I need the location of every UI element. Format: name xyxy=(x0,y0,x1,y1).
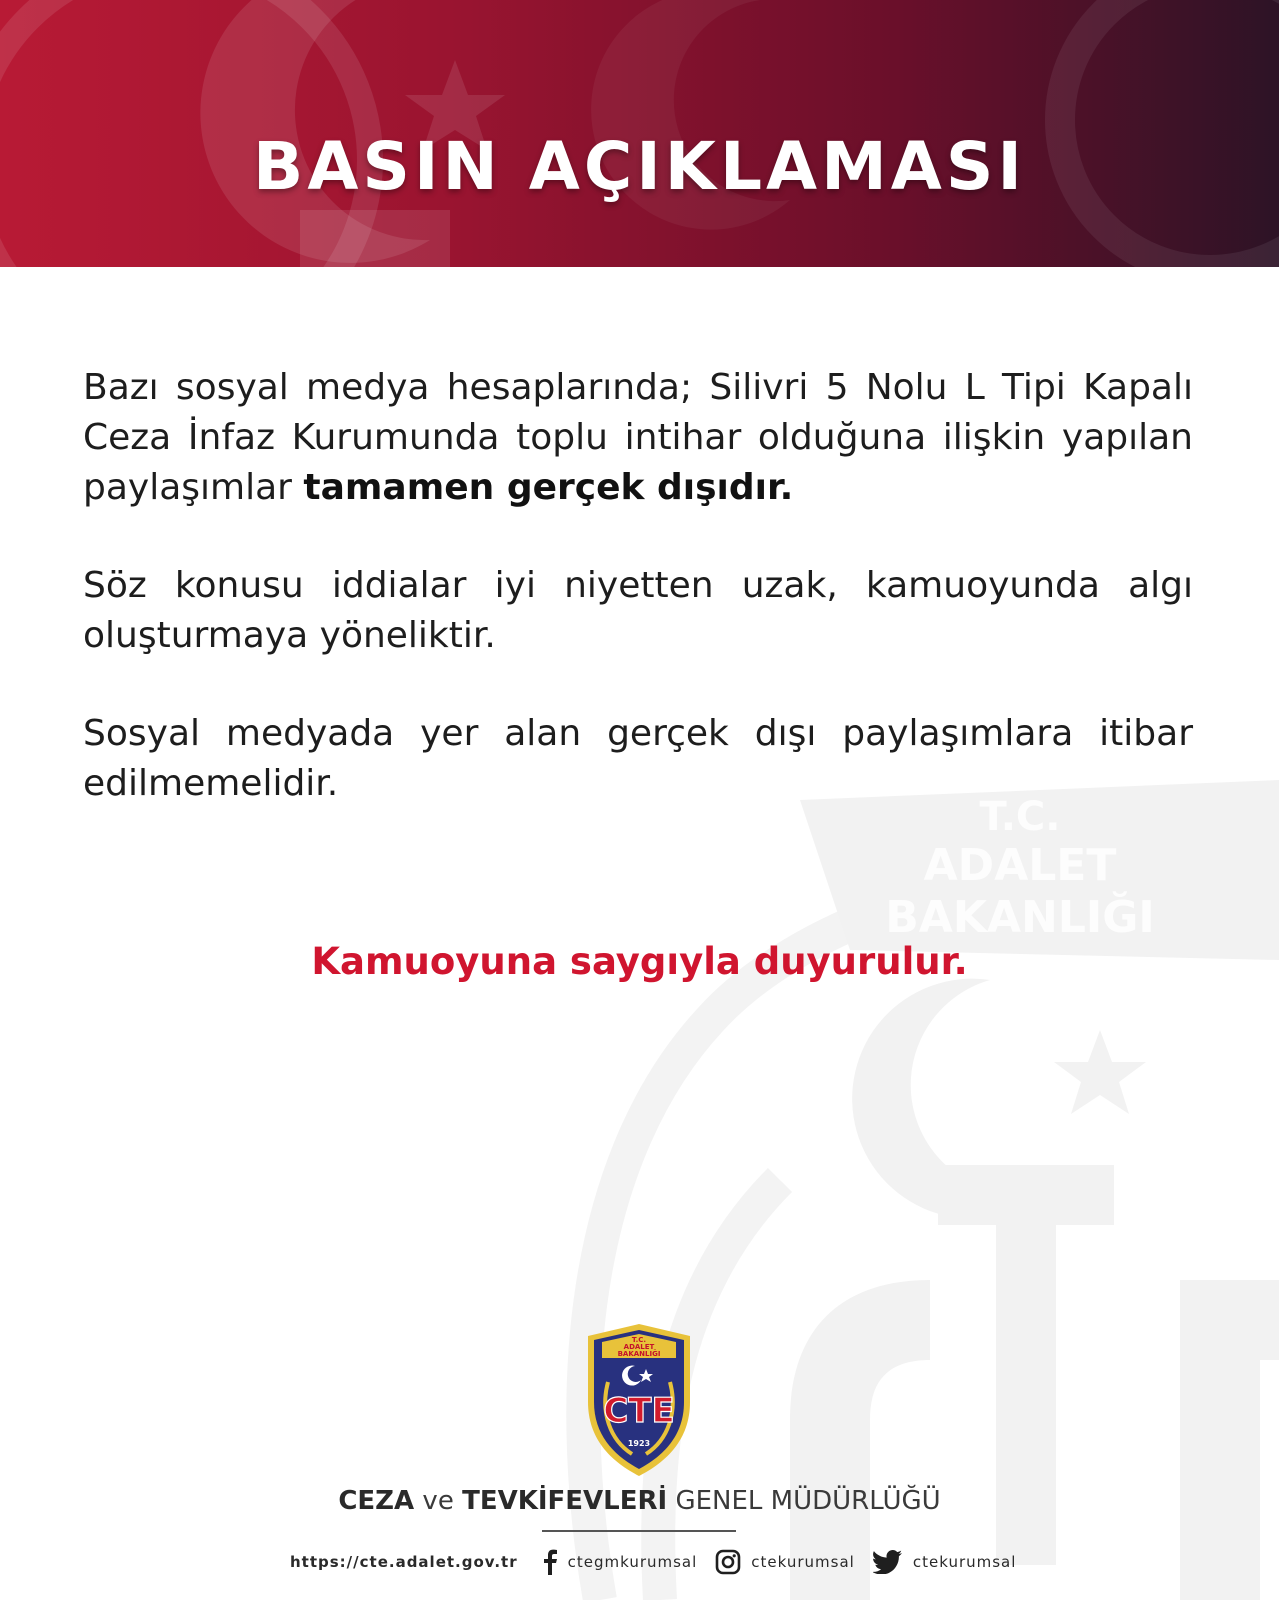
paragraph-1-text: Bazı sosyal medya hesaplarında; Silivri 5 Nolu L Tipi Kapalı Ceza İnfaz Kurumunda toplu intihar olduğuna ilişkin yapılan paylaşımlar xyxy=(83,367,1193,508)
header-banner xyxy=(0,0,1279,267)
footer-divider xyxy=(542,1530,736,1532)
logo-year: 1923 xyxy=(627,1439,651,1448)
instagram-handle: ctekurumsal xyxy=(751,1553,855,1571)
footer-links xyxy=(290,1546,1034,1578)
paragraph-1 xyxy=(83,363,1193,513)
org-part-2: ve xyxy=(414,1486,463,1516)
statement-body xyxy=(83,363,1193,857)
cte-logo-icon xyxy=(580,1322,698,1478)
logo-initials: CTE xyxy=(603,1391,675,1431)
logo-text-2: ADALET xyxy=(623,1343,655,1351)
closing-statement: Kamuoyuna saygıyla duyurulur. xyxy=(311,940,968,983)
logo-text-1: T.C. xyxy=(631,1336,647,1344)
twitter-handle: ctekurumsal xyxy=(912,1553,1017,1571)
facebook-handle: ctegmkurumsal xyxy=(567,1553,698,1571)
facebook-icon xyxy=(542,1549,558,1575)
watermark-line2: ADALET xyxy=(923,840,1117,891)
logo-text-3: BAKANLIĞI xyxy=(617,1350,661,1358)
facebook-link[interactable] xyxy=(542,1549,698,1575)
instagram-icon xyxy=(715,1549,741,1575)
org-part-3: TEVKİFEVLERİ xyxy=(462,1486,668,1516)
organization-name xyxy=(0,1486,1279,1516)
org-part-4: GENEL MÜDÜRLÜĞÜ xyxy=(667,1486,941,1516)
watermark-line1: T.C. xyxy=(979,794,1061,840)
instagram-link[interactable] xyxy=(715,1549,855,1575)
watermark-line3: BAKANLIĞI xyxy=(885,892,1155,943)
paragraph-1-emphasis: tamamen gerçek dışıdır. xyxy=(303,467,794,508)
paragraph-2: Söz konusu iddialar iyi niyetten uzak, kamuoyunda algı oluşturmaya yöneliktir. xyxy=(83,565,1193,656)
twitter-link[interactable] xyxy=(873,1550,1017,1574)
page-title: BASIN AÇIKLAMASI xyxy=(253,128,1026,205)
paragraph-3: Sosyal medyada yer alan gerçek dışı paylaşımlara itibar edilmemelidir. xyxy=(83,713,1193,804)
website-link[interactable]: https://cte.adalet.gov.tr xyxy=(290,1553,518,1571)
twitter-icon xyxy=(873,1550,903,1574)
org-part-1: CEZA xyxy=(338,1486,415,1516)
